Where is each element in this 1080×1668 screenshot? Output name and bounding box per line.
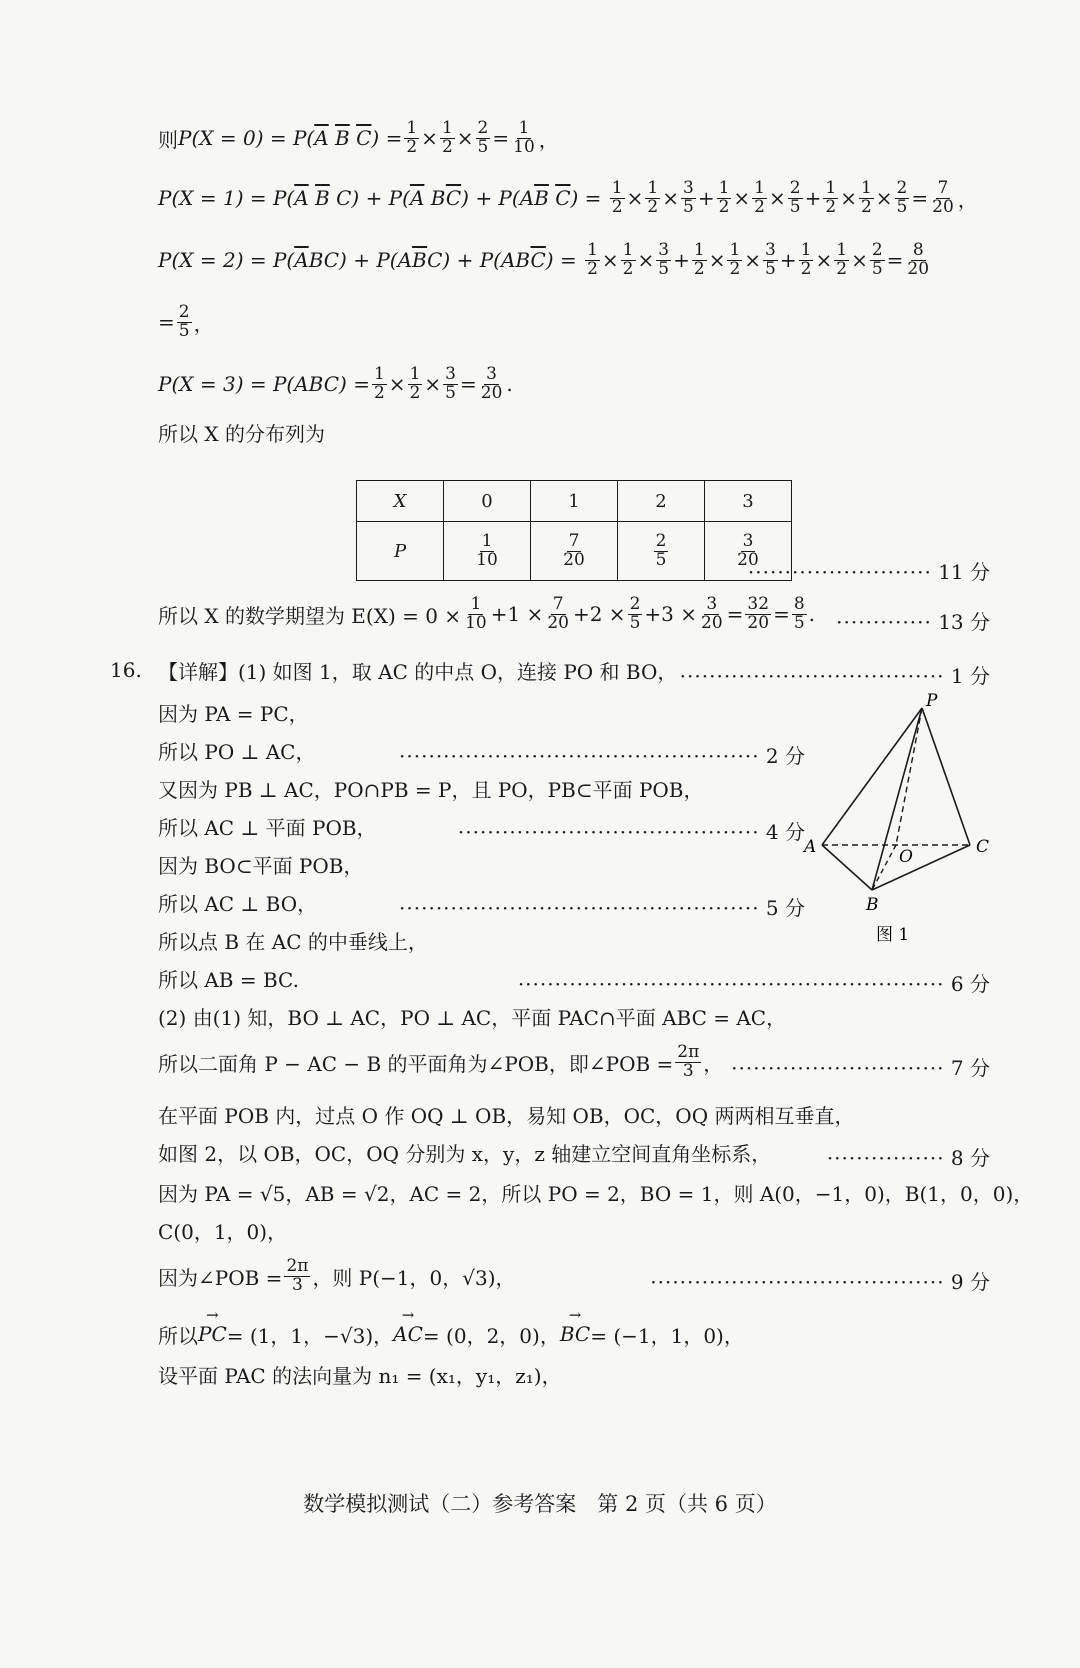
table-cell: P bbox=[357, 522, 444, 581]
table-cell: X bbox=[357, 481, 444, 522]
figure-caption: 图 1 bbox=[876, 925, 910, 945]
text: P(X = 0) = P( bbox=[178, 126, 315, 150]
vector-ac: → AC bbox=[393, 1322, 423, 1346]
figure-1-pyramid bbox=[800, 690, 1010, 950]
score-5: ················································· 5 分 bbox=[399, 896, 805, 920]
label-c: C bbox=[976, 837, 990, 857]
distribution-table bbox=[356, 480, 792, 581]
q16-line-7: 所以 AC ⊥ BO， bbox=[158, 891, 318, 916]
text: 因为∠POB = bbox=[158, 1265, 283, 1290]
q16-line-13: 如图 2，以 OB，OC，OQ 分别为 x，y，z 轴建立空间直角坐标系， bbox=[158, 1141, 772, 1166]
text: ， bbox=[703, 1051, 724, 1076]
score-11: ························· 11 分 bbox=[747, 560, 990, 584]
table-cell: $\frac{3}{20}$ bbox=[705, 522, 792, 581]
table-row bbox=[357, 522, 792, 581]
score-13: ············· 13 分 bbox=[836, 610, 990, 634]
q16-line-6: 因为 BO⊂平面 POB， bbox=[158, 853, 364, 878]
score-1: ···································· 1 分 bbox=[679, 664, 990, 688]
table-cell: $\frac{7}{20}$ bbox=[531, 522, 618, 581]
text: = (−1，1，0)， bbox=[590, 1323, 744, 1348]
table-row bbox=[357, 481, 792, 522]
q16-line-12: 在平面 POB 内，过点 O 作 OQ ⊥ OB，易知 OB，OC，OQ 两两相互垂直， bbox=[158, 1103, 855, 1128]
score-9: ········································ 9 分 bbox=[650, 1270, 990, 1294]
text: ) = bbox=[371, 126, 403, 150]
text: 所以二面角 P − AC − B 的平面角为∠POB，即∠POB = bbox=[158, 1051, 674, 1076]
label-b: B bbox=[866, 895, 879, 915]
q16-line-14: 因为 PA = √5，AB = √2，AC = 2，所以 PO = 2，BO = 1，则 A(0，−1，0)，B(1，0，0)， bbox=[158, 1181, 1034, 1206]
edge-ab bbox=[822, 845, 872, 890]
text: 则 bbox=[158, 127, 178, 152]
score-6: ·························································· 6 分 bbox=[517, 972, 990, 996]
expectation-line: 所以 X 的数学期望为 E(X) = 0 × $\frac{1}{10}$ +1 × $\frac{7}{20}$ +2 × $\frac{2}{5}$ +3 × $\frac{3}{20}$ = $\frac{32}{20}$ = $\frac{8}{5}$ . bbox=[158, 593, 816, 633]
text: P(X = 3) = P(ABC) = bbox=[158, 372, 370, 396]
score-2: ················································· 2 分 bbox=[399, 744, 805, 768]
edge-bc bbox=[872, 845, 970, 890]
dist-intro: 所以 X 的分布列为 bbox=[158, 421, 325, 446]
text: = (0，2，0)， bbox=[422, 1323, 560, 1348]
q16-line-10: (2) 由(1) 知，BO ⊥ AC，PO ⊥ AC，平面 PAC∩平面 ABC = AC， bbox=[158, 1005, 787, 1030]
table-cell: $\frac{1}{10}$ bbox=[444, 522, 531, 581]
text: 所以 bbox=[158, 1323, 198, 1348]
q16-line-3: 所以 PO ⊥ AC， bbox=[158, 739, 316, 764]
q16-line-18: 设平面 PAC 的法向量为 n₁ = (x₁，y₁，z₁)， bbox=[158, 1363, 562, 1388]
text: ，则 P(−1，0，√3)， bbox=[312, 1265, 516, 1290]
table-cell: $\frac{2}{5}$ bbox=[618, 522, 705, 581]
edge-pa bbox=[822, 708, 922, 845]
text: = (1，1，−√3)， bbox=[226, 1323, 394, 1348]
q16-line-11: 所以二面角 P − AC − B 的平面角为∠POB，即∠POB = $\frac{2\pi}{3}$ ， bbox=[158, 1041, 724, 1081]
table-cell: 1 bbox=[531, 481, 618, 522]
q16-number: 16. bbox=[110, 658, 142, 682]
text: = bbox=[158, 310, 175, 334]
text: 所以 X 的数学期望为 E(X) = 0 × bbox=[158, 603, 462, 628]
px2-cont-line: = $\frac{2}{5}$ ， bbox=[158, 301, 214, 341]
label-a: A bbox=[804, 837, 817, 857]
label-p: P bbox=[926, 691, 938, 711]
table-cell: 2 bbox=[618, 481, 705, 522]
q16-line-4: 又因为 PB ⊥ AC，PO∩PB = P，且 PO，PB⊂平面 POB， bbox=[158, 777, 704, 802]
px2-line: P(X = 2) = P( $\overline{A}BC) + P(A\overline{B}C) + P(AB\overline{C})$ = $\frac{1}{2}$ × $\frac{1}{2}$ × $\frac{3}{5}$ + $\frac{1}{2}$ × $\frac{1}{2}$ × $\frac{3}{5}$ + $\frac{1}{2}$ × $\frac{1}{2}$ × $\frac{2}{5}$ = $\frac{8}{20}$ bbox=[158, 239, 930, 279]
q16-line-15: C(0，1，0)， bbox=[158, 1219, 288, 1244]
q16-line-5: 所以 AC ⊥ 平面 POB， bbox=[158, 815, 377, 840]
q16-line-16: 因为∠POB = $\frac{2\pi}{3}$ ，则 P(−1，0，√3)， bbox=[158, 1255, 516, 1295]
score-7: ····························· 7 分 bbox=[731, 1056, 990, 1080]
edge-po-hidden bbox=[896, 708, 922, 845]
px3-line: P(X = 3) = P(ABC) = $\frac{1}{2}$ × $\frac{1}{2}$ × $\frac{3}{5}$ = $\frac{3}{20}$ . bbox=[158, 363, 513, 403]
edge-pc bbox=[922, 708, 970, 845]
text: P(X = 1) = P( bbox=[158, 186, 295, 210]
page-footer: 数学模拟测试（二）参考答案 第 2 页（共 6 页） bbox=[303, 1492, 777, 1516]
edge-pb bbox=[872, 708, 922, 890]
table-cell: 3 bbox=[705, 481, 792, 522]
q16-line-1: 【详解】(1) 如图 1，取 AC 的中点 O，连接 PO 和 BO， bbox=[158, 659, 678, 684]
table-cell: 0 bbox=[444, 481, 531, 522]
q16-line-9: 所以 AB = BC. bbox=[158, 967, 299, 992]
px1-line: P(X = 1) = P( $\overline{A}$ $\overline{B}$ $C) + P(\overline{A}$ $B\overline{C}) + P(A\overline{B}$ $\overline{C}$) = $\frac{1}{2}$ × $\frac{1}{2}$ × $\frac{3}{5}$ + $\frac{1}{2}$ × $\frac{1}{2}$ × $\frac{2}{5}$ + $\frac{1}{2}$ × $\frac{1}{2}$ × $\frac{2}{5}$ = $\frac{7}{20}$ ， bbox=[158, 177, 978, 217]
vector-bc: → BC bbox=[560, 1322, 590, 1346]
text: P(X = 2) = P( bbox=[158, 248, 295, 272]
score-8: ················ 8 分 bbox=[826, 1146, 990, 1170]
label-o: O bbox=[899, 847, 913, 867]
q16-line-2: 因为 PA = PC， bbox=[158, 701, 309, 726]
edge-bo-hidden bbox=[872, 845, 896, 890]
q16-line-8: 所以点 B 在 AC 的中垂线上， bbox=[158, 929, 428, 954]
vector-pc: → PC bbox=[198, 1322, 227, 1346]
score-4: ········································· 4 分 bbox=[457, 820, 805, 844]
px0-line: 则 P(X = 0) = P( $\overline{A}$ $\overline{B}$ $\overline{C}$ ) = $\frac{1}{2}$ × $\frac{1}{2}$ × $\frac{2}{5}$ = $\frac{1}{10}$ ， bbox=[158, 117, 559, 157]
q16-line-17 bbox=[158, 1314, 744, 1354]
